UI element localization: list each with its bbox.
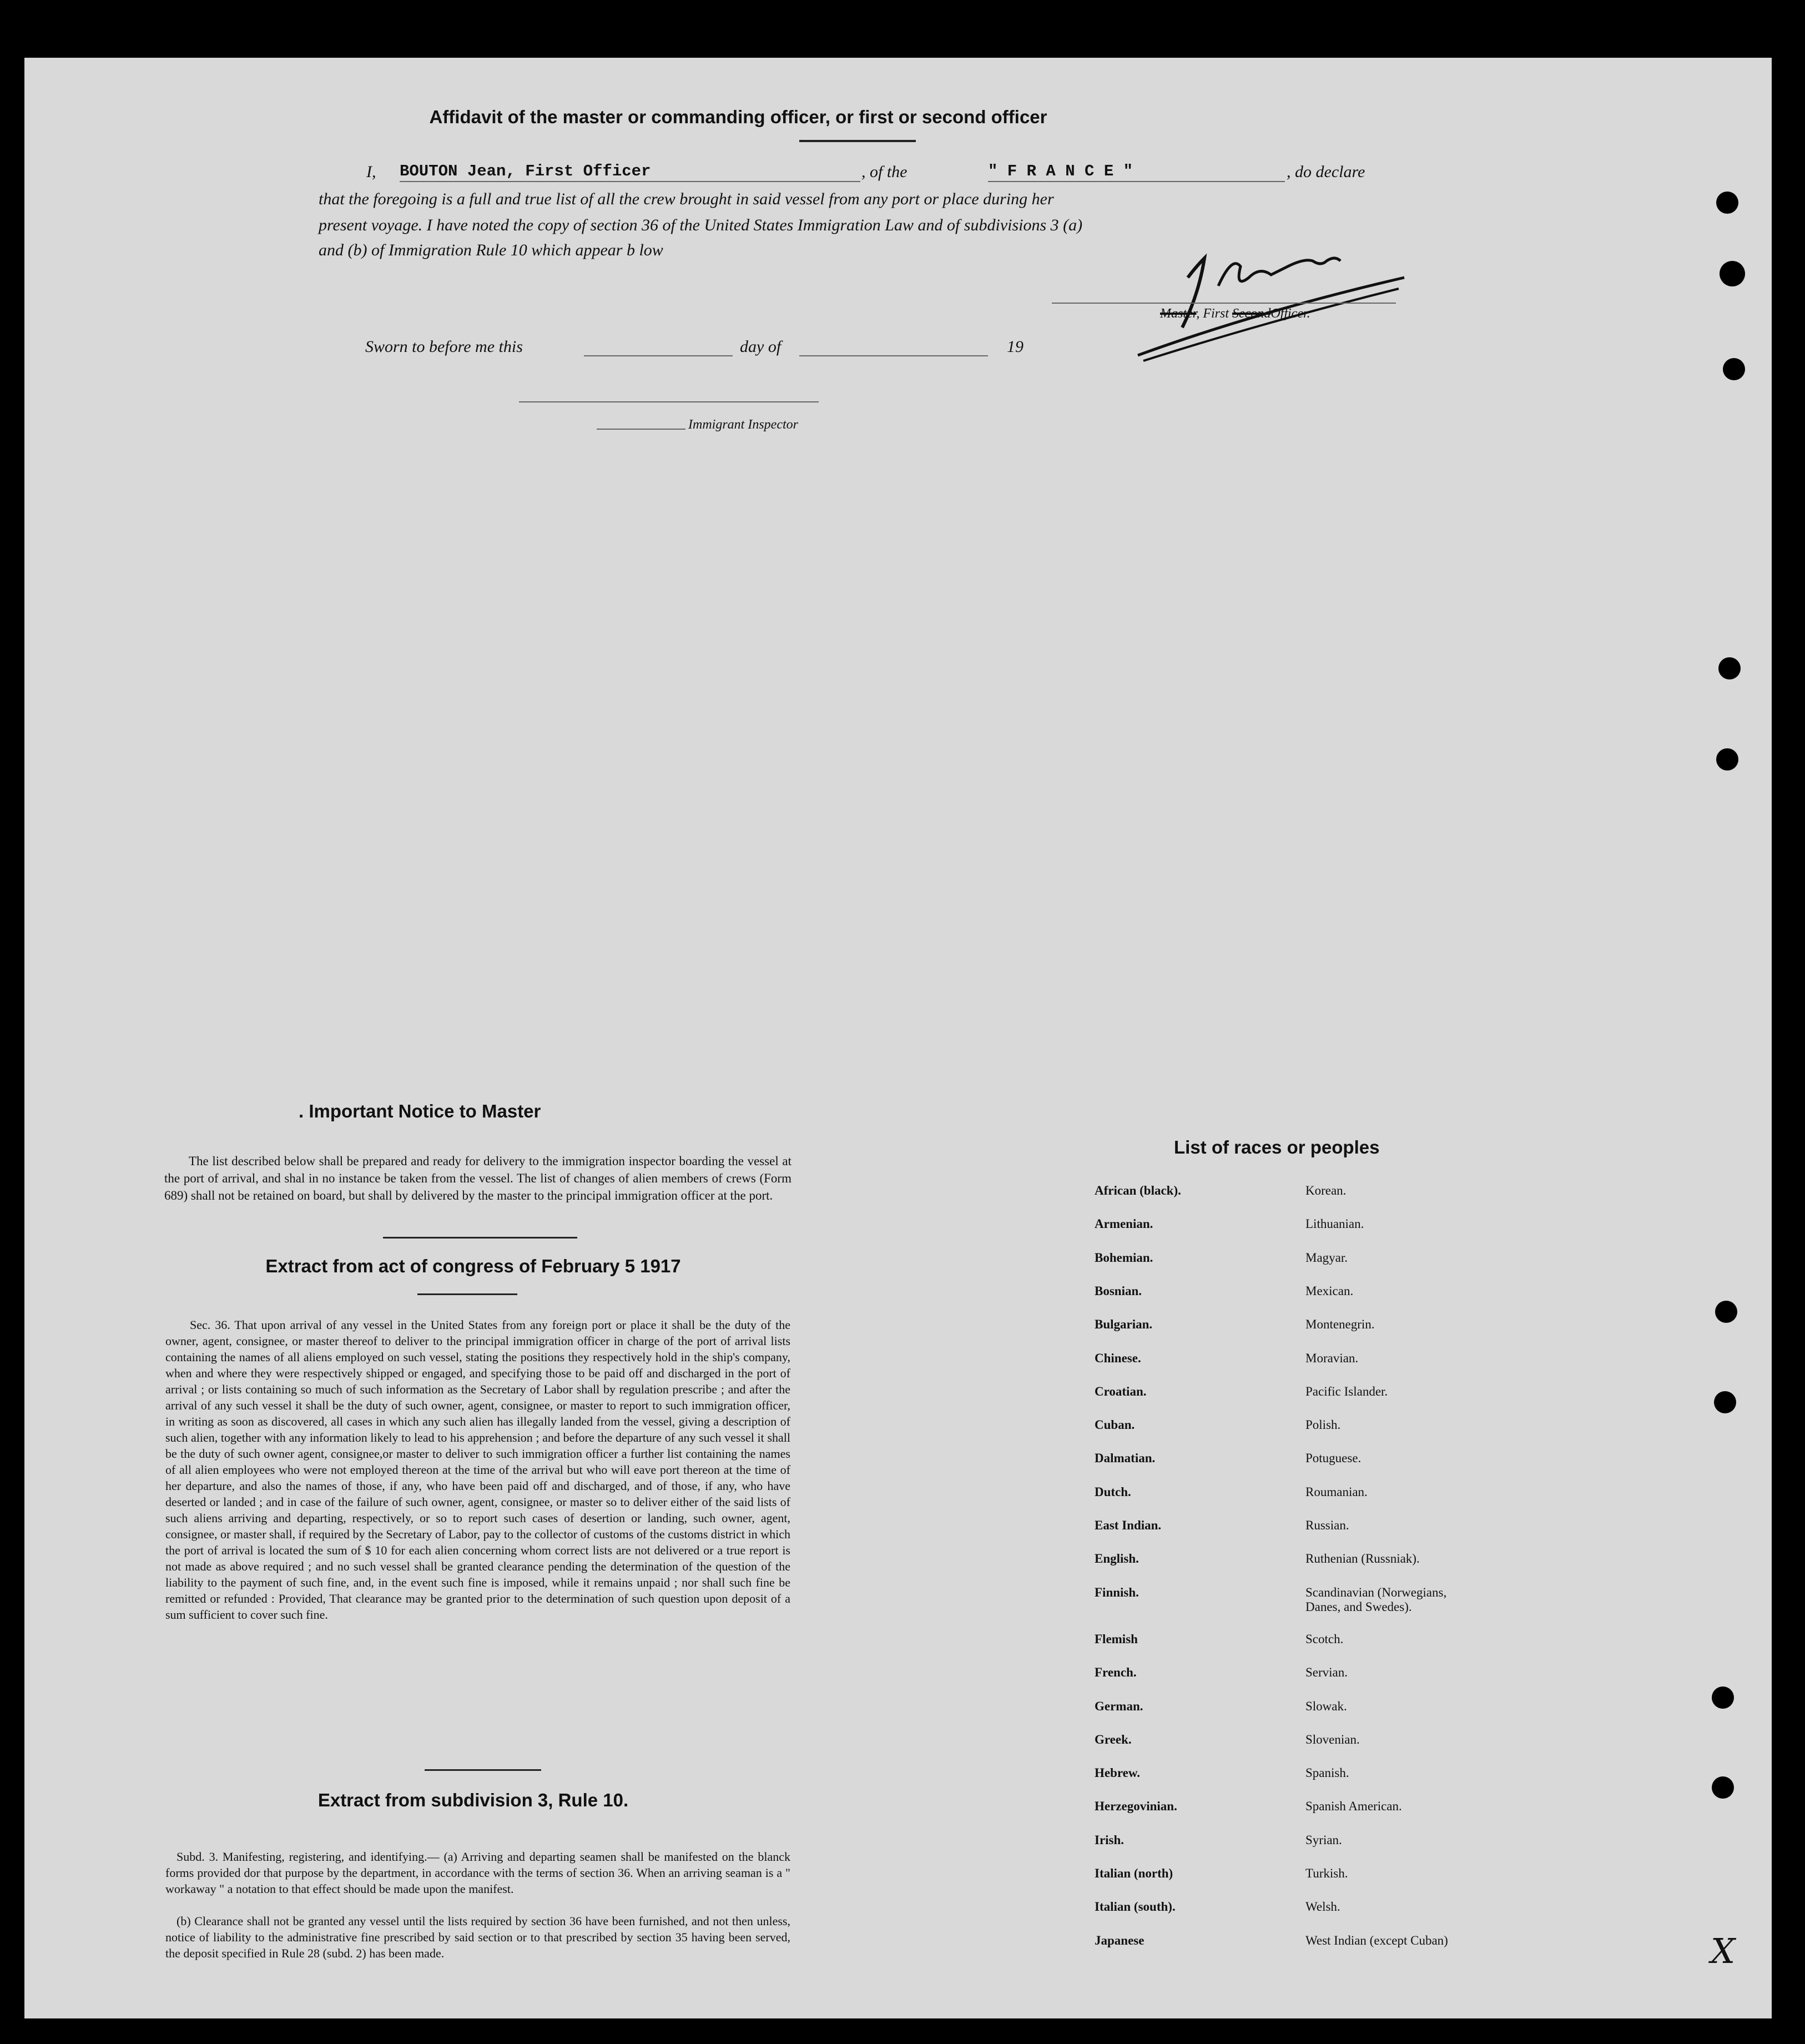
race-item: Hebrew. — [1095, 1766, 1140, 1780]
inspector-short-line — [597, 429, 685, 430]
affidavit-title: Affidavit of the master or commanding officer, or first or second officer — [429, 107, 1047, 127]
title-rule — [799, 140, 916, 142]
race-item: English. — [1095, 1552, 1139, 1566]
race-item: Slowak. — [1305, 1699, 1347, 1713]
punch-hole — [1714, 1391, 1736, 1413]
race-item: Servian. — [1305, 1665, 1348, 1680]
race-item: Welsh. — [1305, 1900, 1340, 1914]
race-item: German. — [1095, 1699, 1143, 1713]
officer-name-field: BOUTON Jean, First Officer — [400, 162, 651, 180]
struck-second: Second — [1232, 306, 1271, 321]
caption-officer: Officer. — [1270, 306, 1310, 321]
name-field-line — [400, 181, 860, 182]
sworn-year: 19 — [1007, 338, 1023, 356]
race-item: Moravian. — [1305, 1351, 1359, 1365]
race-item: Ruthenian (Russniak). — [1305, 1552, 1420, 1566]
of-the-text: , of the — [861, 163, 907, 181]
race-item: Bohemian. — [1095, 1250, 1153, 1265]
affidavit-line-4: and (b) of Immigration Rule 10 which appear b low — [319, 241, 663, 259]
sworn-day-of: day of — [740, 338, 782, 356]
race-item: Potuguese. — [1305, 1451, 1362, 1466]
race-item: Herzegovinian. — [1095, 1799, 1177, 1814]
act-end-rule — [425, 1769, 541, 1771]
punch-hole — [1720, 261, 1745, 286]
race-item: Cuban. — [1095, 1418, 1135, 1432]
race-item: Flemish — [1095, 1632, 1138, 1646]
margin-mark: X — [1711, 1931, 1736, 1971]
races-heading: List of races or peoples — [1174, 1137, 1380, 1157]
caption-first: , First — [1196, 306, 1229, 321]
sworn-prefix: Sworn to before me this — [365, 338, 523, 356]
race-item: Syrian. — [1305, 1832, 1342, 1847]
inspector-signature-line — [519, 401, 819, 402]
punch-hole — [1716, 192, 1738, 214]
notice-rule — [383, 1237, 577, 1239]
race-item: Greek. — [1095, 1732, 1132, 1746]
race-item: Mexican. — [1305, 1283, 1354, 1298]
do-declare-text: , do declare — [1287, 163, 1365, 181]
rule-text-b: (b) Clearance shall not be granted any vessel until the lists required by section 36 have been furnished, and not then unless, notice of liability to the administrative fine prescribed by said section or to that prescribed by section 35 having been served, the deposit specified in Rule 28 (subd. 2) has been made. — [165, 1914, 790, 1960]
race-item: Pacific Islander. — [1305, 1384, 1388, 1398]
race-item: French. — [1095, 1665, 1137, 1680]
race-item: Italian (south). — [1095, 1900, 1176, 1914]
race-item: Lithuanian. — [1305, 1217, 1364, 1231]
sworn-day-line — [584, 355, 733, 356]
punch-hole — [1712, 1776, 1734, 1799]
affidavit-line-3: present voyage. I have noted the copy of section 36 of the United States Immigration Law and of subdivisions 3 (a) — [319, 216, 1083, 234]
race-item: Slovenian. — [1305, 1732, 1360, 1746]
race-item: Irish. — [1095, 1832, 1125, 1847]
race-item: Croatian. — [1095, 1384, 1147, 1398]
punch-hole — [1715, 1301, 1737, 1323]
race-item: Japanese — [1095, 1933, 1144, 1947]
race-item: Scotch. — [1305, 1632, 1344, 1646]
act-text: Sec. 36. That upon arrival of any vessel in the United States from any foreign port or place it shall be the duty of the owner, agent, consignee, or master thereof to deliver to the principal immigration officer in charge of the port of arrival lists containing the names of all aliens employed on such vessel, stating the positions they respectively hold in the ship's company, when and where they were respectively shipped or engaged, and specifying those to be paid off and discharged in the port of arrival ; or lists containing so much of such information as the Secretary of Labor shall by regulation prescribe ; and after the arrival of any such vessel it shall be the duty of such owner, agent, consignee, or master to report to such immigration officer, in writing as soon as discovered, all cases in which any such alien has illegally landed from the vessel, giving a description of such alien, together with any information likely to lead to his apprehension ; and before the departure of any such vessel it shall be the duty of such owner agent, consignee,or master to deliver to such immigration officer a further list containing the names of all alien employees who were not employed thereon at the time of the arrival but who will eave port thereon at the time of her departure, and also the names of those, if any, who have been paid off and discharged, and of those, if any, who have deserted or landed ; and in case of the failure of such owner, agent, consignee, or master so to deliver either of the said lists of such aliens arriving and departing, respectively, or so to report such cases of desertion or landing, such owner, agent, consignee, or master shall, if required by the Secretary of Labor, pay to the collector of customs of the customs district in which the port of arrival is located the sum of $ 10 for each alien concerning whom correct lists are not delivered or a true report is not made as above required ; and no such vessel shall be granted clearance pending the determination of the question of the liability to the payment of such fine, and, in the event such fine is imposed, while it remains unpaid ; nor shall such fine be remitted or refunded : Provided, That clearance may be granted prior to the determination of such question upon deposit of a sum sufficient to cover such fine. — [165, 1318, 790, 1622]
act-heading: Extract from act of congress of February 5 1917 — [265, 1256, 681, 1276]
struck-master: Master — [1160, 306, 1197, 321]
notice-text: The list described below shall be prepared and ready for delivery to the immigration inspector boarding the vessel at the port of arrival, and shal in no instance be taken from the vessel. The list of changes of alien members of crews (Form 689) shall not be retained on board, but shall by delivered by the master to the principal immigration officer at the port. — [164, 1154, 791, 1202]
race-item: Russian. — [1305, 1518, 1349, 1532]
race-item: Bulgarian. — [1095, 1317, 1153, 1332]
race-item: Magyar. — [1305, 1250, 1348, 1265]
rule-heading: Extract from subdivision 3, Rule 10. — [317, 1790, 629, 1810]
race-item: West Indian (except Cuban) — [1305, 1933, 1448, 1947]
race-item: Turkish. — [1305, 1866, 1348, 1880]
race-item: Spanish. — [1305, 1766, 1349, 1780]
race-item: Dutch. — [1095, 1484, 1131, 1499]
document-page — [24, 58, 1772, 2018]
race-item: Scandinavian (Norwegians, Danes, and Swedes). — [1305, 1585, 1447, 1614]
race-item: Polish. — [1305, 1418, 1341, 1432]
race-item: Montenegrin. — [1305, 1317, 1375, 1332]
race-item: Roumanian. — [1305, 1484, 1368, 1499]
signature-caption — [1160, 306, 1310, 321]
race-item: Finnish. — [1095, 1585, 1139, 1599]
race-item: Armenian. — [1095, 1217, 1153, 1231]
rule-text-a: Subd. 3. Manifesting, registering, and identifying.— (a) Arriving and departing seamen shall be manifested on the blanck forms provided dor that purpose by the department, in accordance with the terms of section 36. When an arriving seaman is a " workaway " a notation to that effect should be made upon the manifest. — [165, 1850, 790, 1896]
inspector-caption: Immigrant Inspector — [688, 417, 798, 432]
race-item: Spanish American. — [1305, 1799, 1402, 1814]
punch-hole — [1712, 1686, 1734, 1709]
punch-hole — [1718, 657, 1741, 679]
race-item: Korean. — [1305, 1184, 1347, 1197]
race-item: Italian (north) — [1095, 1866, 1173, 1880]
signature-line — [1052, 303, 1396, 304]
sworn-month-line — [799, 355, 988, 356]
act-rule — [417, 1293, 517, 1295]
race-item: Chinese. — [1095, 1351, 1141, 1365]
vessel-field-line — [988, 181, 1285, 182]
affidavit-pronoun: I, — [366, 163, 376, 181]
punch-hole — [1716, 748, 1738, 771]
race-item: African (black). — [1095, 1184, 1181, 1197]
notice-heading: . Important Notice to Master — [299, 1101, 541, 1121]
race-item: East Indian. — [1095, 1518, 1162, 1532]
race-item: Dalmatian. — [1095, 1451, 1156, 1466]
affidavit-line-2: that the foregoing is a full and true list of all the crew brought in said vessel from any port or place during her — [319, 190, 1054, 208]
race-item: Bosnian. — [1095, 1283, 1142, 1298]
vessel-name-field: " F R A N C E " — [988, 162, 1133, 180]
punch-hole — [1723, 358, 1745, 380]
